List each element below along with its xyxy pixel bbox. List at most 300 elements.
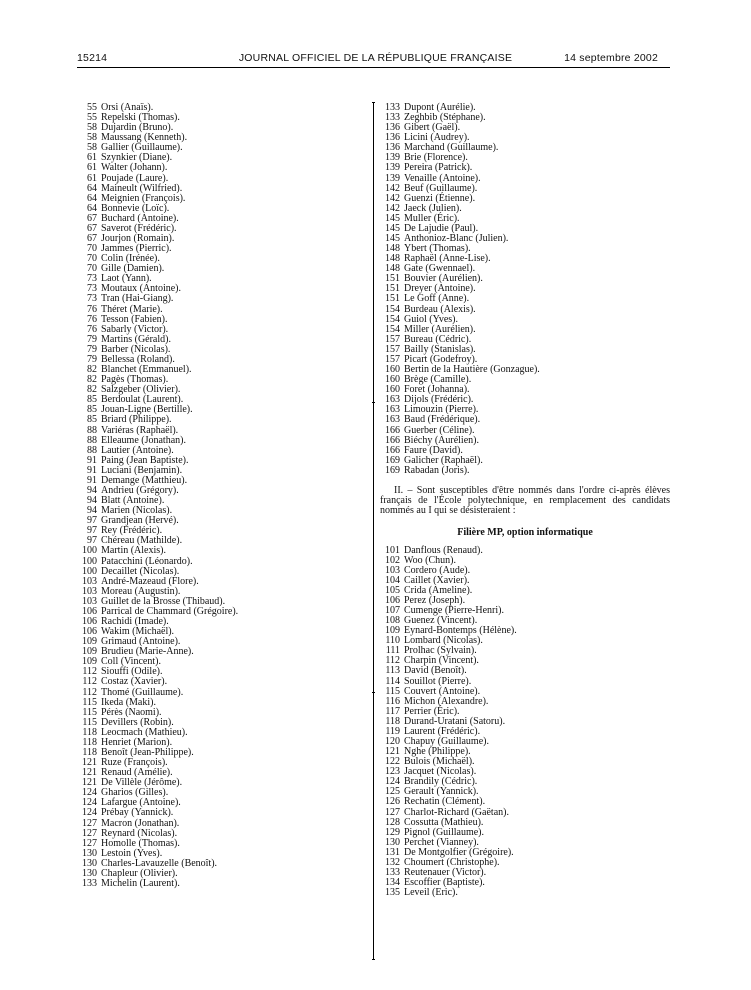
candidate-name: Poujade (Laure). xyxy=(101,172,169,184)
rank-number: 120 xyxy=(385,735,400,747)
candidate-name: David (Benoît). xyxy=(404,665,467,677)
rank-number: 133 xyxy=(385,112,400,124)
candidate-name: Gibert (Gaël). xyxy=(404,122,461,134)
rank-number: 64 xyxy=(87,202,97,214)
candidate-name: Picart (Godefroy). xyxy=(404,353,478,365)
rank-number: 103 xyxy=(82,575,97,587)
candidate-name: Jammes (Pierric). xyxy=(101,243,172,255)
candidate-name: Renaud (Amélie). xyxy=(101,767,173,779)
candidate-name: Bureau (Cédric). xyxy=(404,333,472,345)
rank-number: 118 xyxy=(82,726,97,738)
candidate-name: André-Mazeaud (Flore). xyxy=(101,575,199,587)
section-heading: Filière MP, option informatique xyxy=(457,526,593,538)
rank-number: 88 xyxy=(87,434,97,446)
candidate-name: Pereira (Patrick). xyxy=(404,162,473,174)
header-rule xyxy=(77,67,670,68)
rank-number: 73 xyxy=(87,273,97,285)
rank-number: 130 xyxy=(82,847,97,859)
candidate-name: Variéras (Raphaël). xyxy=(101,424,179,436)
rank-number: 112 xyxy=(385,655,400,667)
rank-number: 166 xyxy=(385,434,400,446)
candidate-name: Lestoin (Yves). xyxy=(101,847,163,859)
candidate-name: Pérès (Naomi). xyxy=(101,706,162,718)
candidate-name: Bulois (Michaël). xyxy=(404,756,475,768)
rank-number: 79 xyxy=(87,353,97,365)
rank-number: 131 xyxy=(385,846,400,858)
candidate-name: Walter (Johann). xyxy=(101,162,168,174)
left-column xyxy=(77,103,367,889)
candidate-name: Couvert (Antoine). xyxy=(404,685,481,697)
rank-number: 73 xyxy=(87,283,97,295)
candidate-name: Beuf (Guillaume). xyxy=(404,182,478,194)
candidate-name: Bouvier (Aurélien). xyxy=(404,273,483,285)
rank-number: 142 xyxy=(385,182,400,194)
candidate-name: Pagès (Thomas). xyxy=(101,374,169,386)
rank-number: 97 xyxy=(87,515,97,527)
candidate-name: Rabadan (Joris). xyxy=(404,464,470,476)
candidate-name: Berdoulat (Laurent). xyxy=(101,394,184,406)
rank-number: 109 xyxy=(385,625,400,637)
candidate-name: Raphaël (Anne-Lise). xyxy=(404,253,491,265)
candidate-name: Charlot-Richard (Gaëtan). xyxy=(404,806,509,818)
rank-number: 169 xyxy=(385,464,400,476)
rank-number: 108 xyxy=(385,615,400,627)
rank-number: 97 xyxy=(87,525,97,537)
rank-number: 73 xyxy=(87,293,97,305)
rank-number: 105 xyxy=(385,584,400,596)
rank-number: 136 xyxy=(385,132,400,144)
rank-number: 145 xyxy=(385,212,400,224)
candidate-name: Guenzi (Étienne). xyxy=(404,192,476,204)
rank-number: 114 xyxy=(385,675,400,687)
rank-number: 157 xyxy=(385,353,400,365)
rank-number: 166 xyxy=(385,444,400,456)
rank-number: 125 xyxy=(385,786,400,798)
candidate-name: Limouzin (Pierre). xyxy=(404,404,479,416)
candidate-name: Costaz (Xavier). xyxy=(101,676,168,688)
candidate-name: Jaeck (Julien). xyxy=(404,202,462,214)
rank-number: 110 xyxy=(385,635,400,647)
rank-number: 133 xyxy=(82,878,97,890)
candidate-name: Orsi (Anaïs). xyxy=(101,102,154,113)
candidate-name: Benoît (Jean-Philippe). xyxy=(101,747,194,758)
rank-number: 118 xyxy=(385,715,400,727)
candidate-name: Elleaume (Jonathan). xyxy=(101,434,186,446)
candidate-name: Moreau (Augustin). xyxy=(101,585,181,597)
list-item xyxy=(380,666,670,676)
candidate-name: Cordero (Aude). xyxy=(404,564,471,576)
rank-number: 94 xyxy=(87,505,97,517)
candidate-name: Biéchy (Aurélien). xyxy=(404,434,479,446)
rank-number: 129 xyxy=(385,826,400,838)
candidate-name: Eynard-Bontemps (Hélène). xyxy=(404,625,517,637)
rank-number: 64 xyxy=(87,192,97,204)
candidate-name: Le Goff (Anne). xyxy=(404,293,470,305)
candidate-name: Lautier (Antoine). xyxy=(101,444,174,456)
rank-number: 130 xyxy=(385,836,400,848)
rank-number: 91 xyxy=(87,464,97,476)
candidate-name: Martin (Alexis). xyxy=(101,545,166,557)
right-column-list-bottom xyxy=(380,546,670,899)
rank-number: 124 xyxy=(82,797,97,809)
rank-number: 85 xyxy=(87,404,97,416)
candidate-name: Brège (Camille). xyxy=(404,374,472,386)
candidate-name: Bonnevie (Loïc). xyxy=(101,202,170,214)
rank-number: 101 xyxy=(385,544,400,556)
rank-number: 70 xyxy=(87,253,97,265)
rank-number: 123 xyxy=(385,766,400,778)
candidate-name: Rey (Frédéric). xyxy=(101,525,163,537)
rank-number: 55 xyxy=(87,112,97,124)
rank-number: 139 xyxy=(385,162,400,174)
candidate-name: Lombard (Nicolas). xyxy=(404,635,483,647)
candidate-name: Nghe (Philippe). xyxy=(404,746,471,758)
rank-number: 112 xyxy=(82,676,97,688)
candidate-name: Lafargue (Antoine). xyxy=(101,797,181,809)
candidate-name: Ybert (Thomas). xyxy=(404,243,471,255)
rank-number: 127 xyxy=(82,827,97,839)
rank-number: 94 xyxy=(87,484,97,496)
rank-number: 58 xyxy=(87,132,97,144)
candidate-name: Prébay (Yannick). xyxy=(101,807,174,819)
rank-number: 58 xyxy=(87,142,97,154)
rank-number: 160 xyxy=(385,384,400,396)
rank-number: 148 xyxy=(385,263,400,275)
candidate-name: Caillet (Xavier). xyxy=(404,574,470,586)
candidate-name: Crida (Ameline). xyxy=(404,584,473,596)
rank-number: 132 xyxy=(385,856,400,868)
candidate-name: Gerault (Yannick). xyxy=(404,786,479,798)
candidate-name: Andrieu (Grégory). xyxy=(101,484,179,496)
candidate-name: Anthonioz-Blanc (Julien). xyxy=(404,233,509,245)
rank-number: 76 xyxy=(87,323,97,335)
candidate-name: Baud (Frédérique). xyxy=(404,414,481,426)
rank-number: 151 xyxy=(385,293,400,305)
rank-number: 127 xyxy=(82,837,97,849)
right-column-list-top xyxy=(380,103,670,476)
rank-number: 76 xyxy=(87,303,97,315)
rank-number: 126 xyxy=(385,796,400,808)
candidate-name: Escoffier (Baptiste). xyxy=(404,877,485,889)
rank-number: 169 xyxy=(385,454,400,466)
candidate-name: Ikeda (Maki). xyxy=(101,696,156,708)
rank-number: 67 xyxy=(87,212,97,224)
candidate-name: Grimaud (Antoine). xyxy=(101,636,181,648)
rank-number: 100 xyxy=(82,565,97,577)
rank-number: 104 xyxy=(385,574,400,586)
candidate-name: Leveil (Eric). xyxy=(404,887,458,899)
candidate-name: Cumenge (Pierre-Henri). xyxy=(404,604,504,616)
candidate-name: Szynkier (Diane). xyxy=(101,152,173,164)
rank-number: 134 xyxy=(385,877,400,889)
candidate-name: Souillot (Pierre). xyxy=(404,675,472,687)
rank-number: 121 xyxy=(82,767,97,779)
candidate-name: Brudieu (Marie-Anne). xyxy=(101,646,194,658)
candidate-name: Bailly (Stanislas). xyxy=(404,343,476,355)
candidate-name: Miller (Aurélien). xyxy=(404,323,476,335)
rank-number: 145 xyxy=(385,233,400,245)
candidate-name: Colin (Irénée). xyxy=(101,253,160,265)
candidate-name: Rechatin (Clément). xyxy=(404,796,486,808)
rank-number: 115 xyxy=(82,696,97,708)
rank-number: 100 xyxy=(82,545,97,557)
rank-number: 160 xyxy=(385,374,400,386)
candidate-name: Foret (Johanna). xyxy=(404,384,470,396)
candidate-name: Coll (Vincent). xyxy=(101,656,161,668)
page-header xyxy=(0,0,751,64)
candidate-name: Maussang (Kenneth). xyxy=(101,132,188,144)
rank-number: 154 xyxy=(385,303,400,315)
candidate-name: Gille (Damien). xyxy=(101,263,165,275)
rank-number: 142 xyxy=(385,202,400,214)
rank-number: 97 xyxy=(87,535,97,547)
rank-number: 103 xyxy=(82,595,97,607)
rank-number: 133 xyxy=(385,102,400,113)
candidate-name: Brie (Florence). xyxy=(404,152,468,164)
candidate-name: Tran (Hai-Giang). xyxy=(101,293,174,305)
right-column xyxy=(380,103,670,898)
candidate-name: Salzgeber (Olivier). xyxy=(101,384,181,396)
candidate-name: Blatt (Antoine). xyxy=(101,495,165,507)
rank-number: 157 xyxy=(385,333,400,345)
candidate-name: Demange (Matthieu). xyxy=(101,474,188,486)
candidate-name: Buchard (Antoine). xyxy=(101,212,179,224)
candidate-name: Dujardin (Bruno). xyxy=(101,122,174,134)
candidate-name: Barber (Nicolas). xyxy=(101,343,171,355)
candidate-name: Homolle (Thomas). xyxy=(101,837,180,849)
list-item xyxy=(380,466,670,476)
rank-number: 121 xyxy=(82,757,97,769)
rank-number: 139 xyxy=(385,172,400,184)
candidate-name: Laurent (Frédéric). xyxy=(404,725,481,737)
candidate-name: Guerber (Céline). xyxy=(404,424,475,436)
rank-number: 76 xyxy=(87,313,97,325)
candidate-name: Burdeau (Alexis). xyxy=(404,303,476,315)
rank-number: 112 xyxy=(82,686,97,698)
candidate-name: Meignien (François). xyxy=(101,192,186,204)
candidate-name: Jourjon (Romain). xyxy=(101,233,175,245)
candidate-name: Charles-Lavauzelle (Benoît). xyxy=(101,857,218,869)
candidate-name: Reutenauer (Victor). xyxy=(404,867,487,878)
candidate-name: Durand-Uratani (Satoru). xyxy=(404,715,506,727)
rank-number: 157 xyxy=(385,343,400,355)
candidate-name: Danflous (Renaud). xyxy=(404,544,483,556)
candidate-name: De Lajudie (Paul). xyxy=(404,222,479,234)
rank-number: 103 xyxy=(385,564,400,576)
candidate-name: Patacchini (Léonardo). xyxy=(101,555,193,567)
rank-number: 85 xyxy=(87,414,97,426)
rank-number: 67 xyxy=(87,222,97,234)
rank-number: 113 xyxy=(385,665,400,677)
candidate-name: Faure (David). xyxy=(404,444,463,456)
candidate-name: Laot (Yann). xyxy=(101,273,152,285)
candidate-name: Saverot (Frédéric). xyxy=(101,222,177,234)
candidate-name: Cossutta (Mathieu). xyxy=(404,816,484,828)
publication-date: 14 septembre 2002 xyxy=(564,52,658,64)
rank-number: 70 xyxy=(87,243,97,255)
rank-number: 85 xyxy=(87,394,97,406)
candidate-name: Michelin (Laurent). xyxy=(101,878,180,890)
rank-number: 106 xyxy=(82,626,97,638)
rank-number: 151 xyxy=(385,283,400,295)
rank-number: 128 xyxy=(385,816,400,828)
candidate-name: Moutaux (Antoine). xyxy=(101,283,181,295)
rank-number: 55 xyxy=(87,102,97,113)
rank-number: 145 xyxy=(385,222,400,234)
rank-number: 121 xyxy=(82,777,97,789)
candidate-name: Wakim (Michaël). xyxy=(101,626,175,638)
candidate-name: Henriet (Marion). xyxy=(101,736,173,748)
candidate-name: Muller (Éric). xyxy=(404,212,460,224)
candidate-name: Michon (Alexandre). xyxy=(404,695,489,707)
candidate-name: Parrical de Chammard (Grégoire). xyxy=(101,605,239,617)
candidate-name: De Villèle (Jérôme). xyxy=(101,777,183,789)
rank-number: 116 xyxy=(385,695,400,707)
rank-number: 64 xyxy=(87,182,97,194)
candidate-name: Perrier (Éric). xyxy=(404,705,460,717)
candidate-name: Siouffi (Odile). xyxy=(101,666,163,678)
candidate-name: Licini (Audrey). xyxy=(404,132,470,144)
rank-number: 82 xyxy=(87,384,97,396)
candidate-name: Repelski (Thomas). xyxy=(101,112,180,124)
candidate-name: Perchet (Vianney). xyxy=(404,836,479,848)
candidate-name: Prolhac (Sylvain). xyxy=(404,645,477,657)
rank-number: 135 xyxy=(385,887,400,899)
rank-number: 124 xyxy=(82,787,97,799)
rank-number: 82 xyxy=(87,364,97,376)
candidate-name: Luciani (Benjamin). xyxy=(101,464,183,476)
rank-number: 115 xyxy=(385,685,400,697)
candidate-name: Théret (Marie). xyxy=(101,303,163,315)
rank-number: 136 xyxy=(385,122,400,134)
candidate-name: Chapleur (Olivier). xyxy=(101,867,178,879)
rank-number: 61 xyxy=(87,172,97,184)
candidate-name: Rachidi (Imade). xyxy=(101,615,169,627)
candidate-name: Gharios (Gilles). xyxy=(101,787,169,799)
candidate-name: Bertin de la Hautière (Gonzague). xyxy=(404,364,540,376)
candidate-name: Chapuy (Guillaume). xyxy=(404,735,489,747)
candidate-name: Venaille (Antoine). xyxy=(404,172,481,184)
rank-number: 115 xyxy=(82,706,97,718)
rank-number: 148 xyxy=(385,243,400,255)
rank-number: 107 xyxy=(385,604,400,616)
rank-number: 124 xyxy=(82,807,97,819)
rank-number: 111 xyxy=(385,645,400,657)
rank-number: 127 xyxy=(385,806,400,818)
rank-number: 100 xyxy=(82,555,97,567)
rank-number: 160 xyxy=(385,364,400,376)
candidate-name: Dijols (Frédéric). xyxy=(404,394,474,406)
rank-number: 163 xyxy=(385,394,400,406)
rank-number: 82 xyxy=(87,374,97,386)
candidate-name: Blanchet (Emmanuel). xyxy=(101,364,192,376)
list-item xyxy=(77,879,367,889)
candidate-name: De Montgolfier (Grégoire). xyxy=(404,846,514,858)
candidate-name: Guenez (Vincent). xyxy=(404,615,478,627)
rank-number: 94 xyxy=(87,495,97,507)
candidate-name: Woo (Chun). xyxy=(404,554,456,566)
candidate-name: Sabarly (Victor). xyxy=(101,323,169,335)
rank-number: 58 xyxy=(87,122,97,134)
candidate-name: Martins (Gérald). xyxy=(101,333,171,345)
rank-number: 148 xyxy=(385,253,400,265)
list-item xyxy=(77,546,367,556)
rank-number: 106 xyxy=(385,594,400,606)
rank-number: 61 xyxy=(87,162,97,174)
candidate-name: Devillers (Robin). xyxy=(101,716,174,728)
candidate-name: Leocmach (Mathieu). xyxy=(101,726,188,738)
candidate-name: Bellessa (Roland). xyxy=(101,353,175,365)
rank-number: 121 xyxy=(385,746,400,758)
rank-number: 118 xyxy=(82,736,97,748)
candidate-name: Macron (Jonathan). xyxy=(101,817,180,829)
rank-number: 133 xyxy=(385,867,400,878)
rank-number: 163 xyxy=(385,414,400,426)
candidate-name: Guillet de la Brosse (Thibaud). xyxy=(101,595,226,607)
rank-number: 88 xyxy=(87,444,97,456)
candidate-name: Reynard (Nicolas). xyxy=(101,827,178,839)
rank-number: 130 xyxy=(82,857,97,869)
rank-number: 112 xyxy=(82,666,97,678)
candidate-name: Gate (Gwennael). xyxy=(404,263,476,275)
candidate-name: Chéreau (Mathilde). xyxy=(101,535,183,547)
candidate-name: Zeghbib (Stéphane). xyxy=(404,112,486,124)
rank-number: 106 xyxy=(82,605,97,617)
rank-number: 119 xyxy=(385,725,400,737)
rank-number: 122 xyxy=(385,756,400,768)
candidate-name: Galicher (Raphaël). xyxy=(404,454,483,466)
candidate-name: Tesson (Fabien). xyxy=(101,313,168,325)
journal-title: JOURNAL OFFICIEL DE LA RÉPUBLIQUE FRANÇAISE xyxy=(238,52,513,64)
candidate-name: Brandily (Cédric). xyxy=(404,776,478,788)
list-item xyxy=(380,415,670,425)
rank-number: 79 xyxy=(87,333,97,345)
list-item xyxy=(380,888,670,898)
candidate-name: Marchand (Guillaume). xyxy=(404,142,499,154)
rank-number: 139 xyxy=(385,152,400,164)
rank-number: 151 xyxy=(385,273,400,285)
rank-number: 136 xyxy=(385,142,400,154)
column-divider xyxy=(373,102,374,960)
rank-number: 124 xyxy=(385,776,400,788)
rank-number: 127 xyxy=(82,817,97,829)
section-paragraph: II. – Sont susceptibles d'être nommés dans l'ordre ci-après élèves français de l'École polytechnique, en remplacement des candidats nommés au I qui se désisteraient : xyxy=(380,484,670,517)
candidate-name: Grandjean (Hervé). xyxy=(101,515,179,527)
candidate-name: Choumert (Christophe). xyxy=(404,856,500,868)
candidate-name: Pignol (Guillaume). xyxy=(404,826,484,838)
rank-number: 61 xyxy=(87,152,97,164)
page-number: 15214 xyxy=(77,52,108,64)
rank-number: 130 xyxy=(82,867,97,879)
rank-number: 109 xyxy=(82,656,97,668)
rank-number: 154 xyxy=(385,313,400,325)
rank-number: 106 xyxy=(82,615,97,627)
rank-number: 117 xyxy=(385,705,400,717)
candidate-name: Decaillet (Nicolas). xyxy=(101,565,180,577)
rank-number: 109 xyxy=(82,646,97,658)
rank-number: 91 xyxy=(87,454,97,466)
rank-number: 142 xyxy=(385,192,400,204)
candidate-name: Charpin (Vincent). xyxy=(404,655,479,667)
rank-number: 79 xyxy=(87,343,97,355)
candidate-name: Maineult (Wilfried). xyxy=(101,182,183,194)
candidate-name: Jacquet (Nicolas). xyxy=(404,766,477,778)
rank-number: 88 xyxy=(87,424,97,436)
candidate-name: Dreyer (Antoine). xyxy=(404,283,476,295)
rank-number: 103 xyxy=(82,585,97,597)
rank-number: 67 xyxy=(87,233,97,245)
rank-number: 91 xyxy=(87,474,97,486)
